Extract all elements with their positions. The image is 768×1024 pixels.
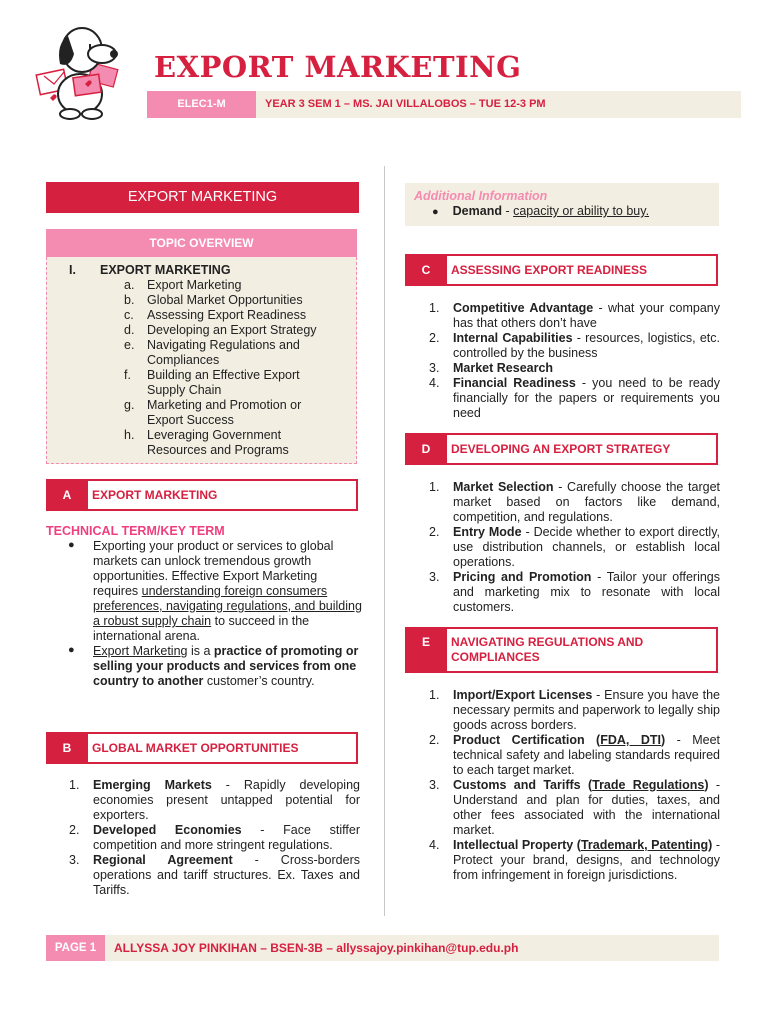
column-divider <box>384 166 385 916</box>
list-term: Entry Mode <box>453 525 522 539</box>
list-desc: - Rapidly developing economies present untapped potential for exporters. <box>93 778 360 822</box>
list-number: 4. <box>429 838 440 852</box>
list-number: 2. <box>69 823 80 837</box>
list-number: 2. <box>429 733 440 747</box>
overview-item-letter: h. <box>124 428 135 442</box>
list-text <box>453 376 720 421</box>
section-c-label: ASSESSING EXPORT READINESS <box>451 263 648 277</box>
overview-item-letter: b. <box>124 293 135 307</box>
list-term-underlined: Trademark, Patenting <box>580 838 709 852</box>
list-item <box>429 301 720 331</box>
course-info-bar <box>147 91 741 118</box>
list-desc: - Ensure you have the necessary permits and paperwork to legally ship goods across borders. <box>453 688 720 732</box>
overview-main-label: EXPORT MARKETING <box>100 263 231 277</box>
list-term-close: ) <box>708 838 713 852</box>
list-term: Financial Readiness <box>453 376 576 391</box>
bullet-dot: ● <box>432 206 439 218</box>
section-c-list <box>429 301 720 421</box>
additional-info-definition: capacity or ability to buy. <box>513 204 650 218</box>
section-e-label-line: COMPLIANCES <box>451 650 540 664</box>
section-c-header <box>405 254 718 286</box>
overview-item-letter: c. <box>124 308 134 322</box>
bullet-text-part: is a <box>187 644 214 658</box>
overview-item-text: Building an Effective Export Supply Chain <box>147 368 300 397</box>
list-item <box>429 733 720 778</box>
section-c-tag: C <box>405 254 447 286</box>
list-number: 1. <box>429 480 440 494</box>
list-number: 3. <box>429 778 440 792</box>
list-term: Developed Economies <box>93 823 242 837</box>
list-term-close: ) <box>704 778 709 792</box>
list-term: Emerging Markets <box>93 778 212 792</box>
page-title: EXPORT MARKETING <box>154 50 522 84</box>
section-e-label <box>451 635 643 665</box>
section-b-list <box>69 778 360 898</box>
overview-item-text: Marketing and Promotion or Export Success <box>147 398 302 427</box>
list-text <box>453 838 720 883</box>
overview-item <box>124 308 339 323</box>
list-desc: - Decide whether to export directly, use distribution channels, or establish local operations. <box>453 525 721 569</box>
bullet-underlined-text: understanding foreign consumers preferences, navigating regulations, and building a robust supply chain <box>93 584 362 628</box>
overview-item-text: Global Market Opportunities <box>147 293 303 307</box>
list-item <box>429 778 720 838</box>
list-desc: - you need to be ready financially for the papers or requirements you need <box>453 376 720 421</box>
page-number-badge: PAGE 1 <box>46 935 105 961</box>
list-desc: - Protect your brand, designs, and technology from infringement in foreign jurisdictions. <box>453 838 720 882</box>
section-d-list <box>429 480 720 615</box>
overview-item <box>124 323 339 338</box>
list-item <box>69 853 360 898</box>
list-item <box>429 570 720 615</box>
list-term-close: ) <box>660 733 666 747</box>
overview-list <box>124 278 339 458</box>
bullet-dot: ● <box>68 539 75 551</box>
overview-item <box>124 368 339 398</box>
overview-item-letter: g. <box>124 398 135 412</box>
additional-info-separator: - <box>501 204 514 218</box>
section-b-header <box>46 732 358 764</box>
additional-info-item <box>432 204 649 219</box>
section-d-label: DEVELOPING AN EXPORT STRATEGY <box>451 442 671 456</box>
additional-info-box <box>405 183 719 226</box>
list-number: 2. <box>429 331 440 345</box>
overview-item-text: Assessing Export Readiness <box>147 308 307 322</box>
list-desc: - Meet technical safety and labeling standards required to each target market. <box>453 733 720 777</box>
list-item <box>429 480 720 525</box>
list-term: Market Research <box>453 361 554 375</box>
section-b-tag: B <box>46 732 88 764</box>
overview-item <box>124 428 339 458</box>
list-item <box>69 823 360 853</box>
overview-item <box>124 293 339 308</box>
list-text <box>453 688 720 733</box>
section-a-label: EXPORT MARKETING <box>92 488 218 502</box>
overview-item-letter: f. <box>124 368 131 382</box>
list-number: 1. <box>69 778 80 792</box>
overview-item <box>124 338 339 368</box>
overview-item-letter: a. <box>124 278 135 292</box>
section-e-list <box>429 688 720 883</box>
list-text <box>453 733 720 778</box>
overview-item <box>124 398 339 428</box>
list-text <box>453 570 720 615</box>
section-e-tag: E <box>405 627 447 673</box>
list-number: 4. <box>429 376 440 391</box>
overview-item-letter: d. <box>124 323 135 337</box>
course-code-badge: ELEC1-M <box>147 91 256 118</box>
list-number: 3. <box>429 570 440 584</box>
overview-item-text: Developing an Export Strategy <box>147 323 317 337</box>
section-a-bullets <box>50 539 362 689</box>
overview-main-topic <box>69 263 231 278</box>
list-number: 2. <box>429 525 440 539</box>
bullet-bold-text: practice of promoting or selling your products and services from one country to another <box>93 644 359 688</box>
list-desc: - Face stiffer competition and more stringent regulations. <box>93 823 360 852</box>
section-a-tag: A <box>46 479 88 511</box>
list-term: Internal Capabilities <box>453 331 573 345</box>
key-term-heading: TECHNICAL TERM/KEY TERM <box>46 524 225 538</box>
list-text <box>93 778 360 823</box>
list-text <box>453 525 720 570</box>
bullet-text-part: Exporting your product or services to global markets can unlock tremendous growth opportunities. Effective Export Marketing requires <box>93 539 334 598</box>
course-schedule-text: YEAR 3 SEM 1 – MS. JAI VILLALOBOS – TUE 12-3 PM <box>265 98 546 110</box>
list-item <box>69 778 360 823</box>
author-info: ALLYSSA JOY PINKIHAN – BSEN-3B – allyssajoy.pinkihan@tup.edu.ph <box>114 941 519 955</box>
bullet-text-part: customer’s country. <box>203 674 315 688</box>
list-term: Pricing and Promotion <box>453 570 592 584</box>
list-number: 3. <box>429 361 440 375</box>
list-term-underlined: Trade Regulations <box>592 778 705 792</box>
topic-overview-box <box>46 257 357 464</box>
bullet-text-part: to succeed in the international arena. <box>93 614 310 643</box>
section-d-tag: D <box>405 433 447 465</box>
list-text <box>93 823 360 853</box>
list-item <box>429 361 720 376</box>
list-item <box>429 376 720 421</box>
left-column-title: EXPORT MARKETING <box>46 182 359 213</box>
list-desc: - Cross-borders operations and tariff structures. Ex. Taxes and Tariffs. <box>93 853 360 897</box>
list-number: 3. <box>69 853 80 867</box>
bullet-term: Export Marketing <box>93 644 188 658</box>
list-text <box>453 301 720 331</box>
section-b-label: GLOBAL MARKET OPPORTUNITIES <box>92 741 299 755</box>
list-term: Intellectual Property ( <box>453 838 581 852</box>
list-term: Product Certification ( <box>453 733 601 747</box>
topic-overview-heading: TOPIC OVERVIEW <box>46 229 357 257</box>
list-desc: - resources, logistics, etc. controlled by the business <box>453 331 720 360</box>
list-item <box>429 838 720 883</box>
page-footer <box>46 935 719 961</box>
list-item <box>429 331 720 361</box>
list-term: Regional Agreement <box>93 853 233 867</box>
list-desc: - what your company has that others don’t have <box>453 301 720 330</box>
bullet-item <box>50 539 362 644</box>
overview-item <box>124 278 339 293</box>
snoopy-mascot-illustration <box>30 14 138 122</box>
list-number: 1. <box>429 688 440 702</box>
list-text <box>453 480 720 525</box>
additional-info-term: Demand <box>452 204 502 218</box>
list-text <box>453 361 720 376</box>
overview-item-text: Navigating Regulations and Compliances <box>147 338 300 367</box>
list-item <box>429 688 720 733</box>
bullet-text <box>93 539 362 644</box>
bullet-item <box>50 644 362 689</box>
list-term: Import/Export Licenses <box>453 688 593 702</box>
overview-item-text: Export Marketing <box>147 278 242 292</box>
bullet-dot: ● <box>68 644 75 656</box>
overview-item-letter: e. <box>124 338 135 352</box>
list-text <box>93 853 360 898</box>
list-term: Customs and Tariffs ( <box>453 778 593 792</box>
list-item <box>429 525 720 570</box>
list-text <box>453 331 720 361</box>
section-e-label-line: NAVIGATING REGULATIONS AND <box>451 635 644 649</box>
overview-main-number: I. <box>69 263 76 277</box>
overview-item-text: Leveraging Government Resources and Programs <box>147 428 289 457</box>
list-desc: - Carefully choose the target market based on factors like demand, competition, and regulations. <box>453 480 721 524</box>
bullet-text <box>93 644 362 689</box>
section-a-header <box>46 479 358 511</box>
list-term: Market Selection <box>453 480 554 494</box>
list-desc: - Understand and plan for duties, taxes, and other fees associated with the international market. <box>453 778 721 837</box>
list-number: 1. <box>429 301 440 315</box>
section-d-header <box>405 433 718 465</box>
additional-info-title: Additional Information <box>414 189 548 203</box>
list-term: Competitive Advantage <box>453 301 594 315</box>
list-term-underlined: FDA, DTI <box>600 733 661 747</box>
section-e-header <box>405 627 718 673</box>
list-text <box>453 778 720 838</box>
list-desc: - Tailor your offerings and marketing mix to resonate with local customers. <box>453 570 720 614</box>
